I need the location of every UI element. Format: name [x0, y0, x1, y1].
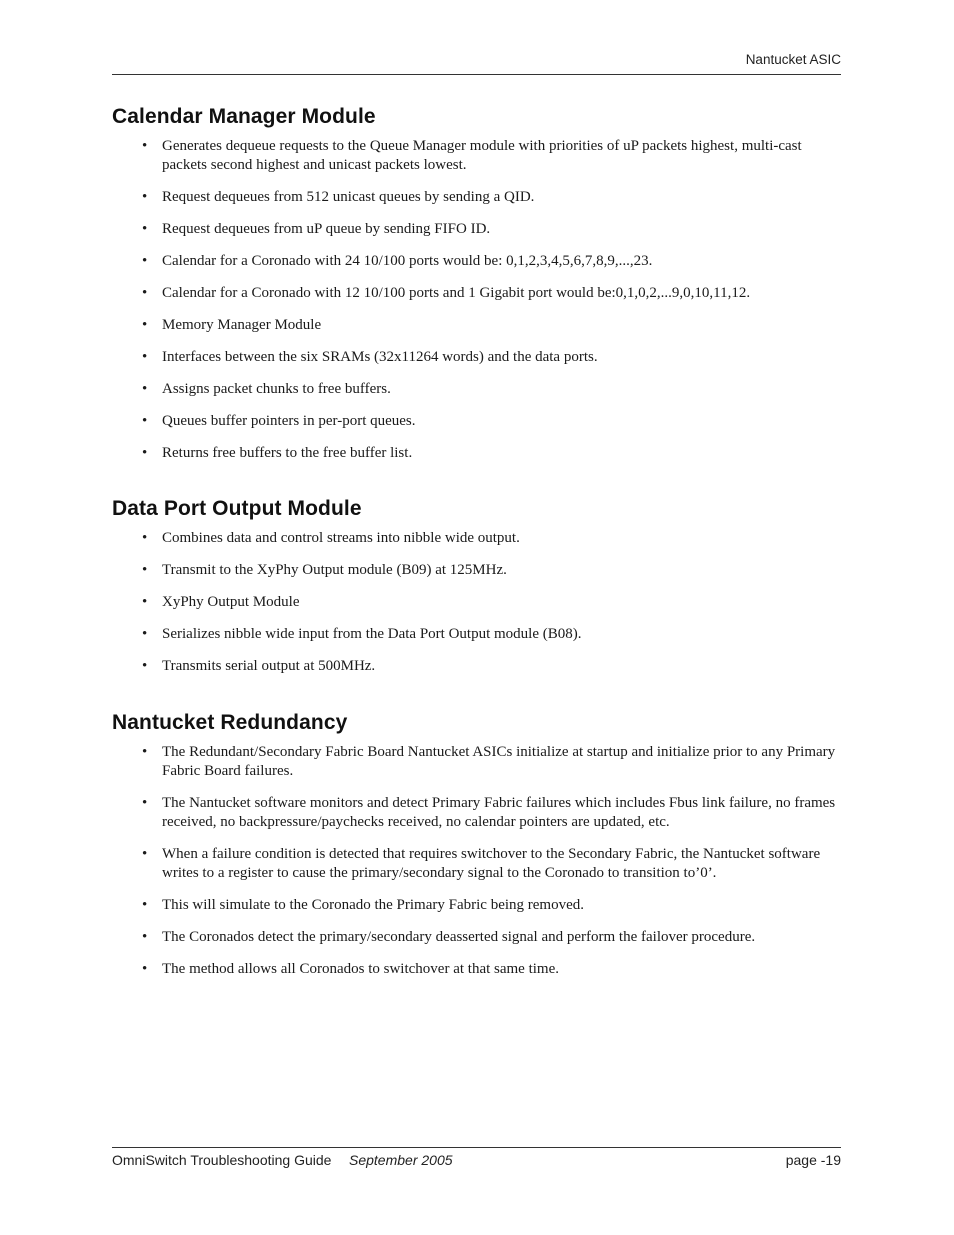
bullet-icon: •	[142, 445, 148, 461]
bullet-item	[112, 412, 841, 431]
bullet-icon: •	[142, 594, 148, 610]
bullet-icon: •	[142, 381, 148, 397]
footer-rule	[112, 1147, 841, 1148]
bullet-icon: •	[142, 562, 148, 578]
bullet-item	[112, 845, 841, 883]
bullet-text: Serializes nibble wide input from the Data Port Output module (B08).	[162, 626, 582, 642]
bullet-icon: •	[142, 189, 148, 205]
bullet-icon: •	[142, 285, 148, 301]
footer-guide-title: OmniSwitch Troubleshooting Guide	[112, 1152, 332, 1168]
bullet-item	[112, 960, 841, 979]
bullet-item	[112, 896, 841, 915]
bullet-icon: •	[142, 253, 148, 269]
bullet-item	[112, 284, 841, 303]
bullet-list	[112, 743, 841, 979]
bullet-icon: •	[142, 897, 148, 913]
bullet-item	[112, 188, 841, 207]
section-calendar-manager-module	[112, 105, 841, 463]
bullet-text: When a failure condition is detected that requires switchover to the Secondary Fabric, the Nantucket software writes to a register to cause the primary/secondary signal to the Coronado to transition to’0’.	[162, 846, 821, 881]
bullet-icon: •	[142, 846, 148, 862]
bullet-text: Assigns packet chunks to free buffers.	[162, 381, 391, 397]
bullet-item	[112, 348, 841, 367]
bullet-item	[112, 252, 841, 271]
bullet-icon: •	[142, 795, 148, 811]
bullet-text: Generates dequeue requests to the Queue Manager module with priorities of uP packets highest, multi-cast packets second highest and unicast packets lowest.	[162, 138, 802, 173]
bullet-icon: •	[142, 413, 148, 429]
footer-date: September 2005	[349, 1152, 453, 1168]
bullet-item	[112, 928, 841, 947]
section-heading: Nantucket Redundancy	[112, 711, 348, 734]
bullet-text: Combines data and control streams into nibble wide output.	[162, 530, 520, 546]
bullet-icon: •	[142, 317, 148, 333]
page-footer	[112, 1152, 841, 1172]
bullet-list	[112, 529, 841, 676]
bullet-item	[112, 625, 841, 644]
bullet-text: Transmit to the XyPhy Output module (B09) at 125MHz.	[162, 562, 507, 578]
bullet-text: Calendar for a Coronado with 12 10/100 ports and 1 Gigabit port would be:0,1,0,2,...9,0,10,11,12.	[162, 285, 751, 301]
section-heading: Calendar Manager Module	[112, 105, 376, 128]
bullet-icon: •	[142, 929, 148, 945]
bullet-text: Returns free buffers to the free buffer list.	[162, 445, 413, 461]
bullet-icon: •	[142, 961, 148, 977]
bullet-text: Request dequeues from uP queue by sending FIFO ID.	[162, 221, 491, 237]
bullet-icon: •	[142, 744, 148, 760]
bullet-item	[112, 444, 841, 463]
bullet-icon: •	[142, 658, 148, 674]
bullet-icon: •	[142, 626, 148, 642]
bullet-icon: •	[142, 349, 148, 365]
bullet-icon: •	[142, 138, 148, 154]
bullet-item	[112, 794, 841, 832]
bullet-text: The Nantucket software monitors and detect Primary Fabric failures which includes Fbus link failure, no frames received, no backpressure/paychecks received, no calendar pointers are updated, etc.	[162, 795, 836, 830]
bullet-text: This will simulate to the Coronado the Primary Fabric being removed.	[162, 897, 584, 913]
bullet-icon: •	[142, 530, 148, 546]
header-rule	[112, 74, 841, 75]
bullet-item	[112, 220, 841, 239]
bullet-text: Request dequeues from 512 unicast queues by sending a QID.	[162, 189, 535, 205]
bullet-text: Queues buffer pointers in per-port queues.	[162, 413, 416, 429]
bullet-item	[112, 561, 841, 580]
bullet-icon: •	[142, 221, 148, 237]
section-heading: Data Port Output Module	[112, 497, 362, 520]
bullet-item	[112, 380, 841, 399]
bullet-text: Transmits serial output at 500MHz.	[162, 658, 376, 674]
footer-page-number: page -19	[785, 1152, 841, 1168]
bullet-item	[112, 137, 841, 175]
bullet-text: The method allows all Coronados to switchover at that same time.	[162, 961, 559, 977]
bullet-item	[112, 316, 841, 335]
bullet-list	[112, 137, 841, 463]
bullet-item	[112, 529, 841, 548]
bullet-text: Calendar for a Coronado with 24 10/100 ports would be: 0,1,2,3,4,5,6,7,8,9,...,23.	[162, 253, 653, 269]
bullet-item	[112, 593, 841, 612]
bullet-text: The Coronados detect the primary/secondary deasserted signal and perform the failover procedure.	[162, 929, 756, 945]
bullet-text: Interfaces between the six SRAMs (32x11264 words) and the data ports.	[162, 349, 598, 365]
bullet-item	[112, 657, 841, 676]
bullet-text: Memory Manager Module	[162, 317, 322, 333]
bullet-text: XyPhy Output Module	[162, 594, 300, 610]
running-header: Nantucket ASIC	[745, 52, 841, 67]
section-nantucket-redundancy	[112, 711, 841, 979]
section-data-port-output-module	[112, 497, 841, 676]
bullet-text: The Redundant/Secondary Fabric Board Nantucket ASICs initialize at startup and initialize prior to any Primary Fabric Board failures.	[162, 744, 836, 779]
bullet-item	[112, 743, 841, 781]
